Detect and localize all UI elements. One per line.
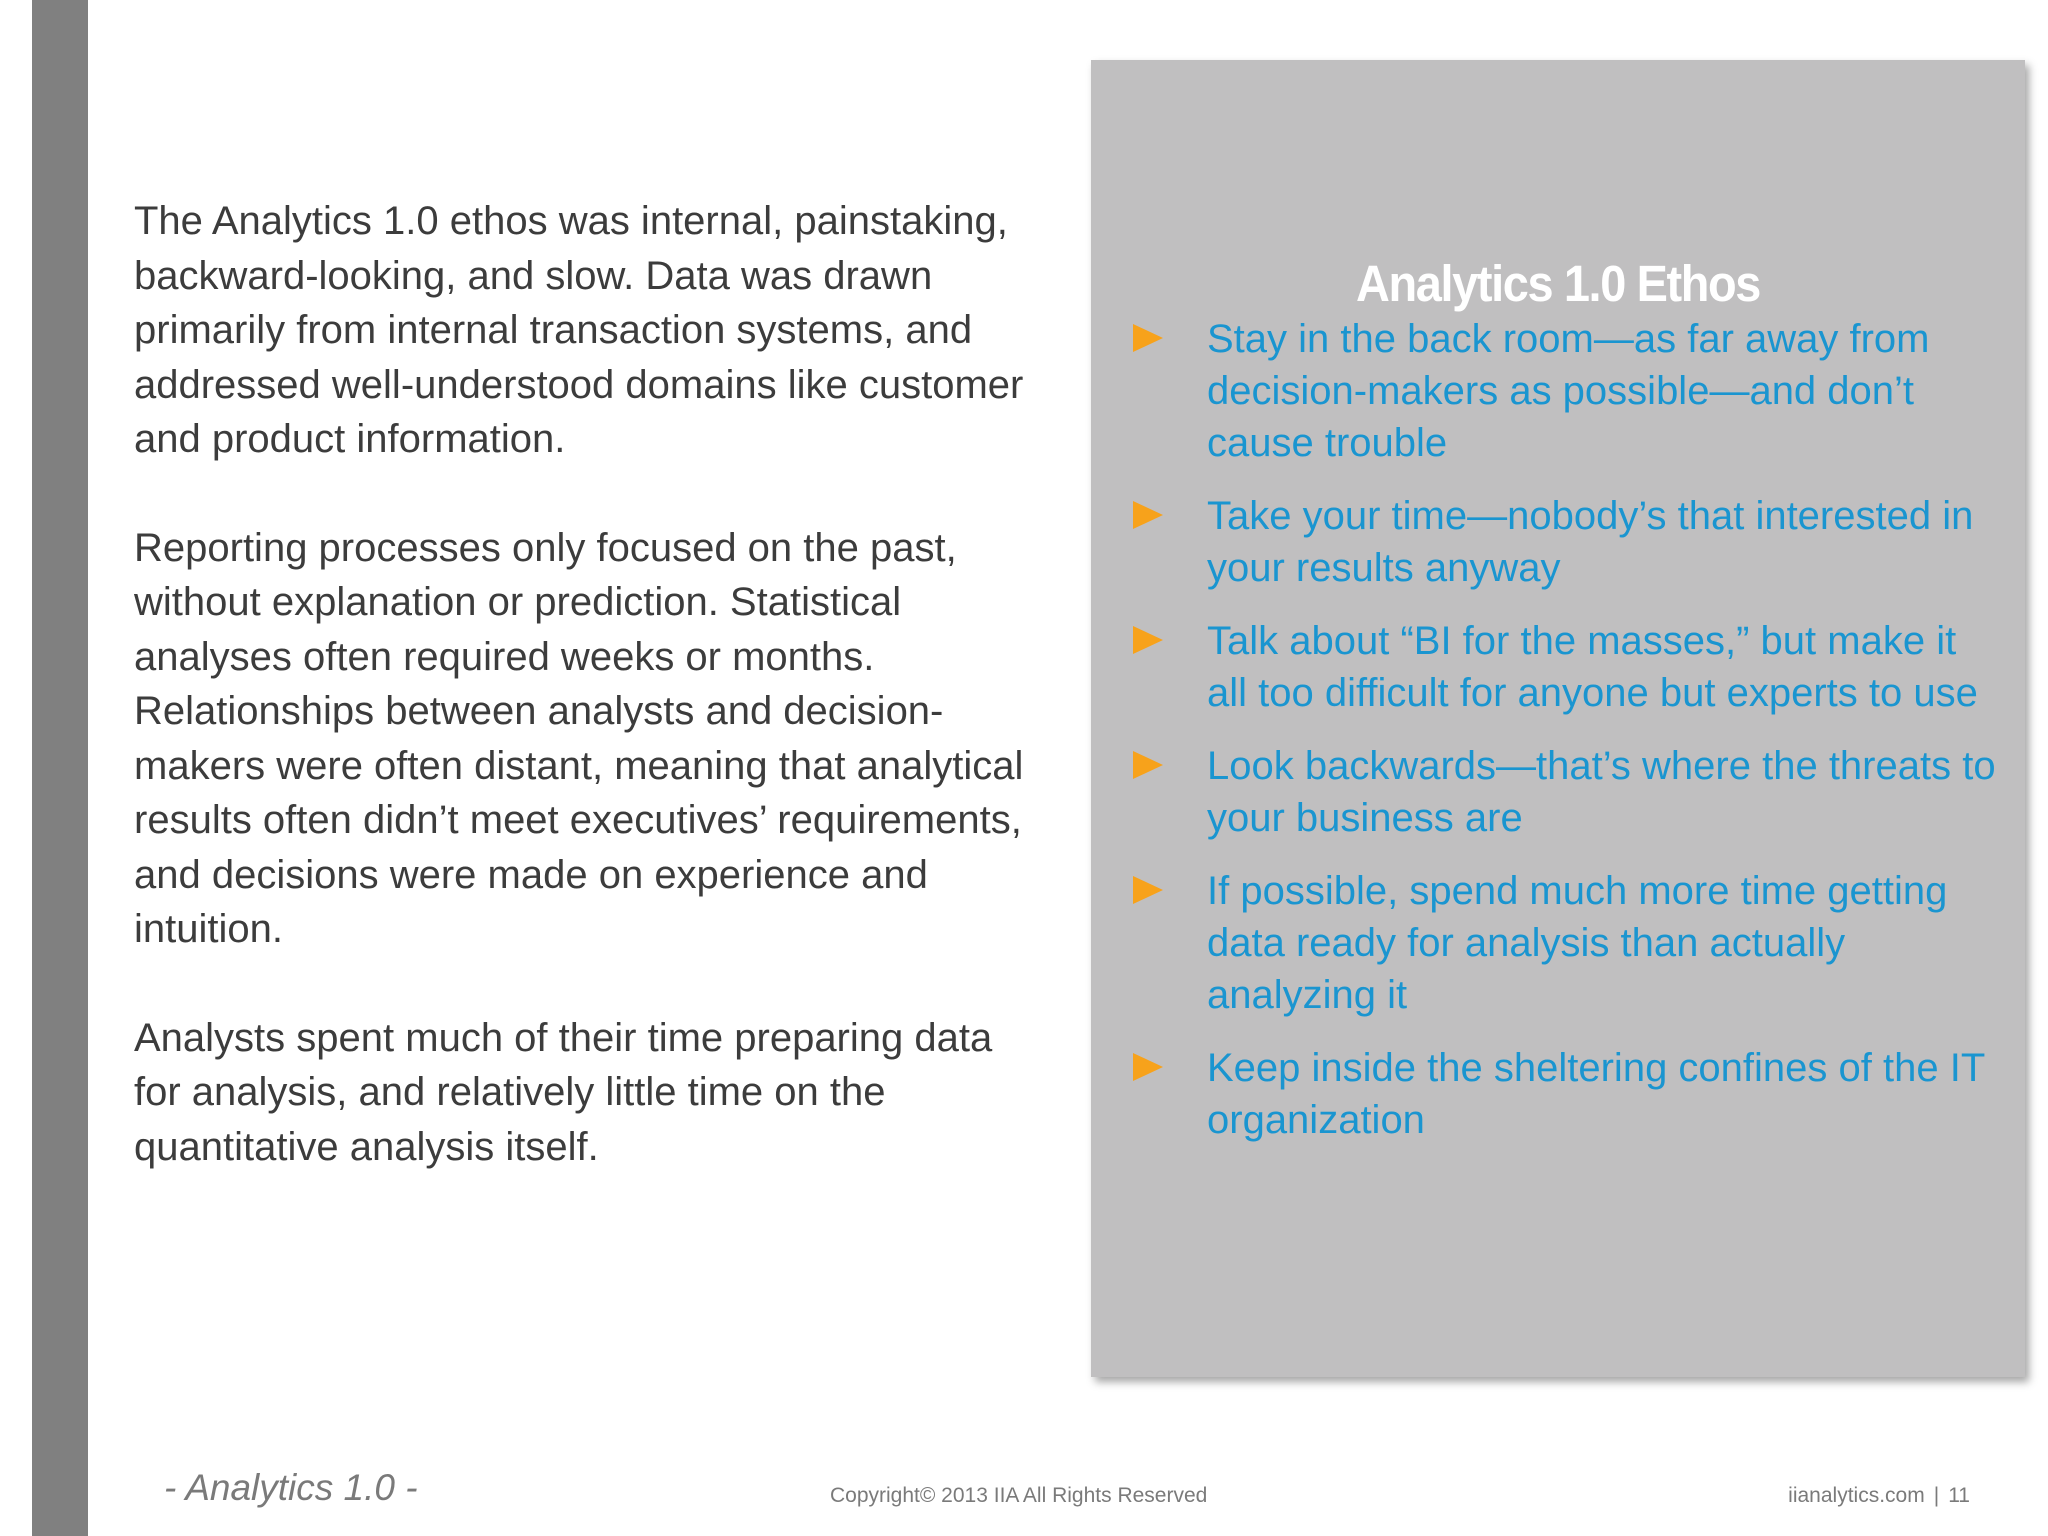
ethos-bullet-text: Keep inside the sheltering confines of the IT organization (1207, 1046, 1985, 1142)
body-paragraph-3: Analysts spent much of their time preparing data for analysis, and relatively little time on the quantitative analysis itself. (134, 1015, 993, 1169)
triangle-bullet-icon (1133, 324, 1163, 352)
body-paragraph-2: Reporting processes only focused on the past, without explanation or prediction. Statistical analyses often required weeks or months. Relationships between analysts and decision-makers were often distant, meaning that analytical results often didn’t meet executives’ requirements, and decisions were made on experience and intuition. (134, 525, 1024, 951)
triangle-bullet-icon (1133, 1053, 1163, 1081)
triangle-bullet-icon (1133, 501, 1163, 529)
footer-site: iianalytics.com (1788, 1484, 1925, 1507)
ethos-bullet (1091, 313, 2025, 469)
page-number: 11 (1948, 1484, 1970, 1507)
body-paragraph-1: The Analytics 1.0 ethos was internal, painstaking, backward-looking, and slow. Data was drawn primarily from internal transaction systems, and addressed well-understood domains like customer and product information. (134, 199, 1024, 461)
footer-separator: | (1933, 1484, 1940, 1507)
ethos-bullet-text: Take your time—nobody’s that interested in your results anyway (1207, 494, 1974, 590)
ethos-bullet (1091, 1042, 2025, 1146)
ethos-bullet (1091, 615, 2025, 719)
ethos-bullet-text: If possible, spend much more time getting data ready for analysis than actually analyzing it (1207, 869, 1948, 1017)
ethos-bullet (1091, 865, 2025, 1021)
footer-section-label: - Analytics 1.0 - (164, 1467, 418, 1508)
ethos-bullet-text: Stay in the back room—as far away from decision-makers as possible—and don’t cause trouble (1207, 317, 1930, 465)
panel-title: Analytics 1.0 Ethos (1355, 255, 1761, 312)
ethos-bullet-text: Talk about “BI for the masses,” but make it all too difficult for anyone but experts to use (1207, 619, 1978, 715)
ethos-bullet-list (1091, 313, 2025, 1167)
ethos-bullet-text: Look backwards—that’s where the threats to your business are (1207, 744, 1996, 840)
ethos-bullet (1091, 490, 2025, 594)
left-accent-bar (32, 0, 88, 1536)
body-text (134, 194, 1034, 1228)
footer-copyright: Copyright© 2013 IIA All Rights Reserved (830, 1484, 1208, 1507)
ethos-bullet (1091, 740, 2025, 844)
footer-page-info (1788, 1483, 1970, 1509)
triangle-bullet-icon (1133, 751, 1163, 779)
triangle-bullet-icon (1133, 626, 1163, 654)
triangle-bullet-icon (1133, 876, 1163, 904)
